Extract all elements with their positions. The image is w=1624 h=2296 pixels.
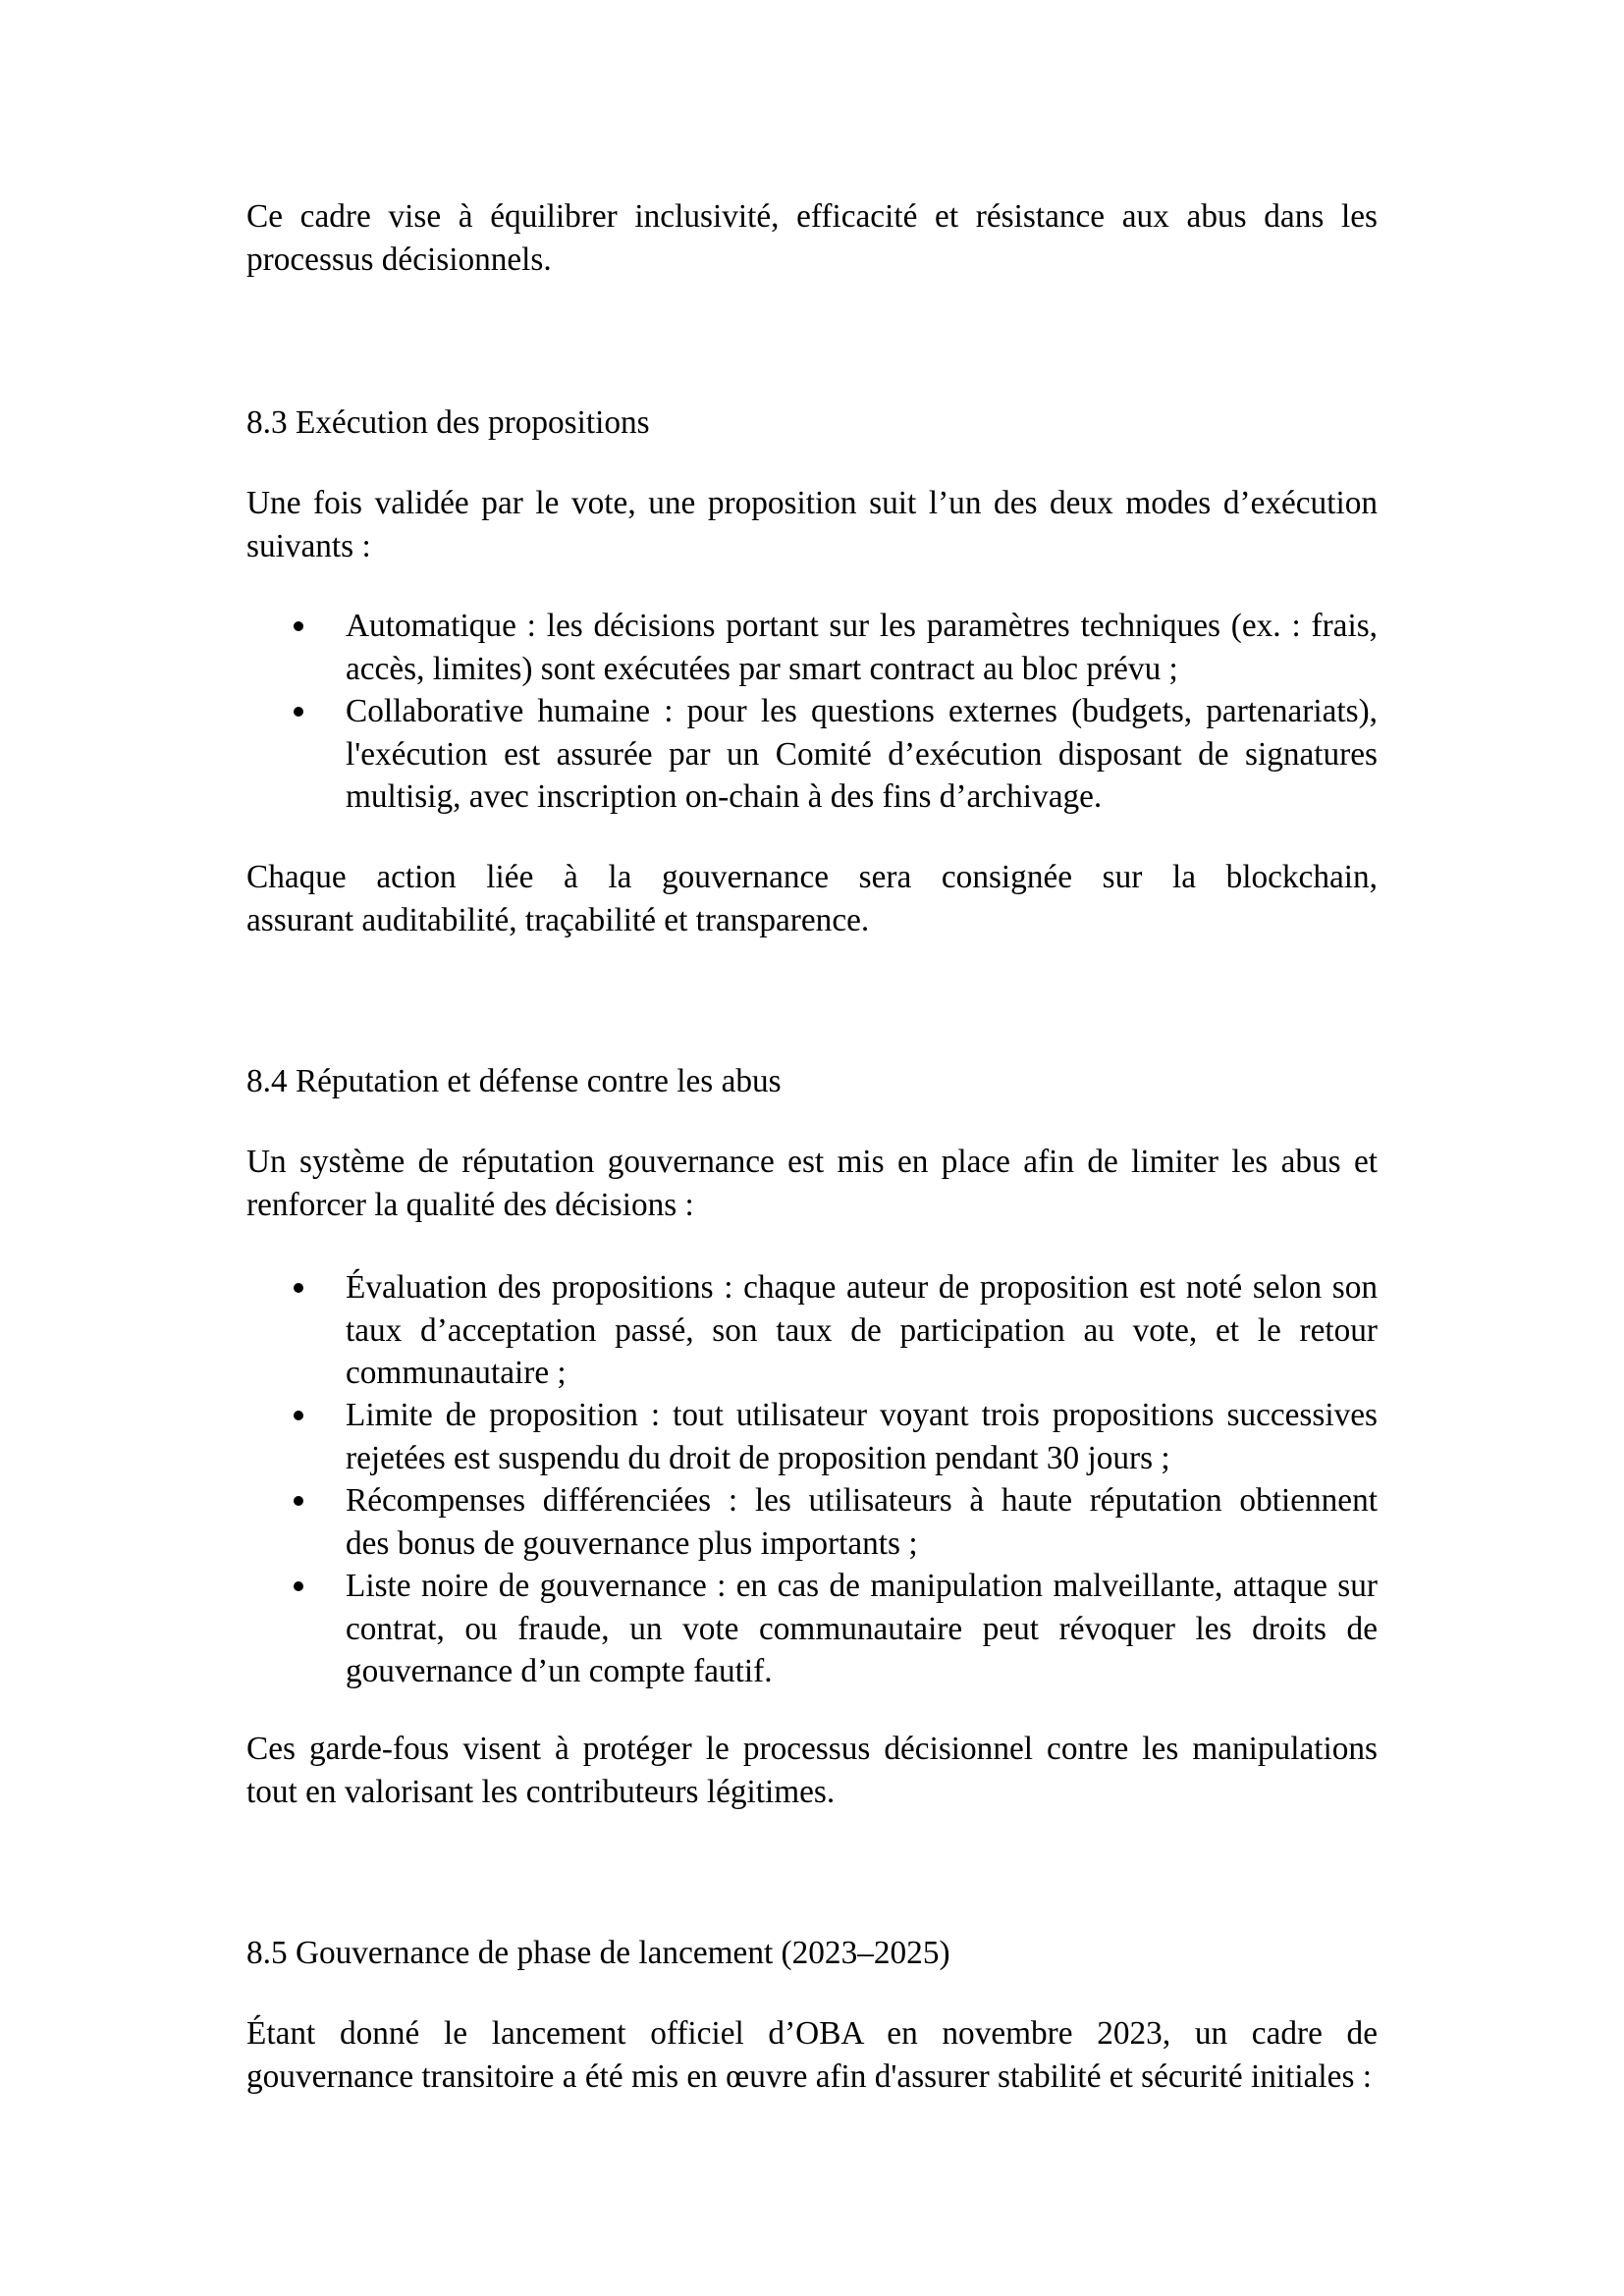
text-line: contrat, ou fraude, un vote communautaire peut révoquer les droits de xyxy=(346,1610,1378,1647)
text-line: Une fois validée par le vote, une proposition suit l’un des deux modes d’exécution xyxy=(246,485,1378,521)
text-line: renforcer la qualité des décisions : xyxy=(246,1186,694,1223)
text-line: processus décisionnels. xyxy=(246,240,552,278)
section-title: 8.3 Exécution des propositions xyxy=(246,404,650,441)
section-title: 8.4 Réputation et défense contre les abus xyxy=(246,1063,782,1099)
list-item-collaborative xyxy=(346,690,1378,819)
paragraph-intro xyxy=(246,195,1378,281)
bullet-icon xyxy=(294,1565,304,1608)
paragraph-8-3-outro xyxy=(246,856,1378,941)
text-line: Ces garde-fous visent à protéger le processus décisionnel contre les manipulations xyxy=(246,1731,1378,1767)
text-line: gouvernance transitoire a été mis en œuvre afin d'assurer stabilité et sécurité initiales : xyxy=(246,2057,1372,2095)
text-line: communautaire ; xyxy=(346,1355,567,1392)
text-line: Étant donné le lancement officiel d’OBA en novembre 2023, un cadre de xyxy=(246,2015,1378,2052)
text-line: tout en valorisant les contributeurs légitimes. xyxy=(246,1773,836,1810)
list-item-evaluation xyxy=(346,1266,1378,1395)
text-line: l'exécution est assurée par un Comité d’exécution disposant de signatures xyxy=(346,735,1378,773)
text-line: rejetées est suspendu du droit de proposition pendant 30 jours ; xyxy=(346,1439,1170,1476)
text-line: Un système de réputation gouvernance est mis en place afin de limiter les abus et xyxy=(246,1144,1378,1180)
list-item-automatique xyxy=(346,605,1378,690)
section-heading-8-3 xyxy=(246,401,1378,445)
list-item-recompenses xyxy=(346,1479,1378,1565)
text-line: Ce cadre vise à équilibrer inclusivité, efficacité et résistance aux abus dans les xyxy=(246,198,1378,235)
text-line: Chaque action liée à la gouvernance sera consignée sur la blockchain, xyxy=(246,859,1378,895)
bullet-icon xyxy=(294,1266,304,1309)
text-line: Liste noire de gouvernance : en cas de manipulation malveillante, attaque sur xyxy=(346,1568,1378,1604)
text-line: accès, limites) sont exécutées par smart contract au bloc prévu ; xyxy=(346,650,1178,687)
bullet-icon xyxy=(294,605,304,648)
text-line: Automatique : les décisions portant sur les paramètres techniques (ex. : frais, xyxy=(346,608,1378,644)
text-line: assurant auditabilité, traçabilité et transparence. xyxy=(246,901,870,938)
paragraph-8-5-intro xyxy=(246,2012,1378,2098)
bullet-icon xyxy=(294,690,304,733)
text-line: des bonus de gouvernance plus importants ; xyxy=(346,1524,918,1562)
text-line: multisig, avec inscription on-chain à des fins d’archivage. xyxy=(346,778,1103,816)
list-item-liste-noire xyxy=(346,1565,1378,1693)
text-line: suivants : xyxy=(246,527,371,564)
text-line: gouvernance d’un compte fautif. xyxy=(346,1653,773,1690)
text-line: taux d’acceptation passé, son taux de participation au vote, et le retour xyxy=(346,1311,1378,1349)
paragraph-8-3-intro xyxy=(246,482,1378,567)
section-heading-8-5 xyxy=(246,1932,1378,1975)
paragraph-8-4-intro xyxy=(246,1141,1378,1226)
text-line: Limite de proposition : tout utilisateur voyant trois propositions successives xyxy=(346,1397,1378,1433)
text-line: Collaborative humaine : pour les questions externes (budgets, partenariats), xyxy=(346,693,1378,729)
section-title: 8.5 Gouvernance de phase de lancement (2023–2025) xyxy=(246,1935,950,1971)
section-heading-8-4 xyxy=(246,1060,1378,1103)
list-item-limite xyxy=(346,1394,1378,1479)
bullet-icon xyxy=(294,1479,304,1522)
text-line: Récompenses différenciées : les utilisateurs à haute réputation obtiennent xyxy=(346,1482,1378,1519)
text-line: Évaluation des propositions : chaque auteur de proposition est noté selon son xyxy=(346,1269,1378,1306)
bullet-icon xyxy=(294,1394,304,1437)
paragraph-8-4-outro xyxy=(246,1728,1378,1813)
